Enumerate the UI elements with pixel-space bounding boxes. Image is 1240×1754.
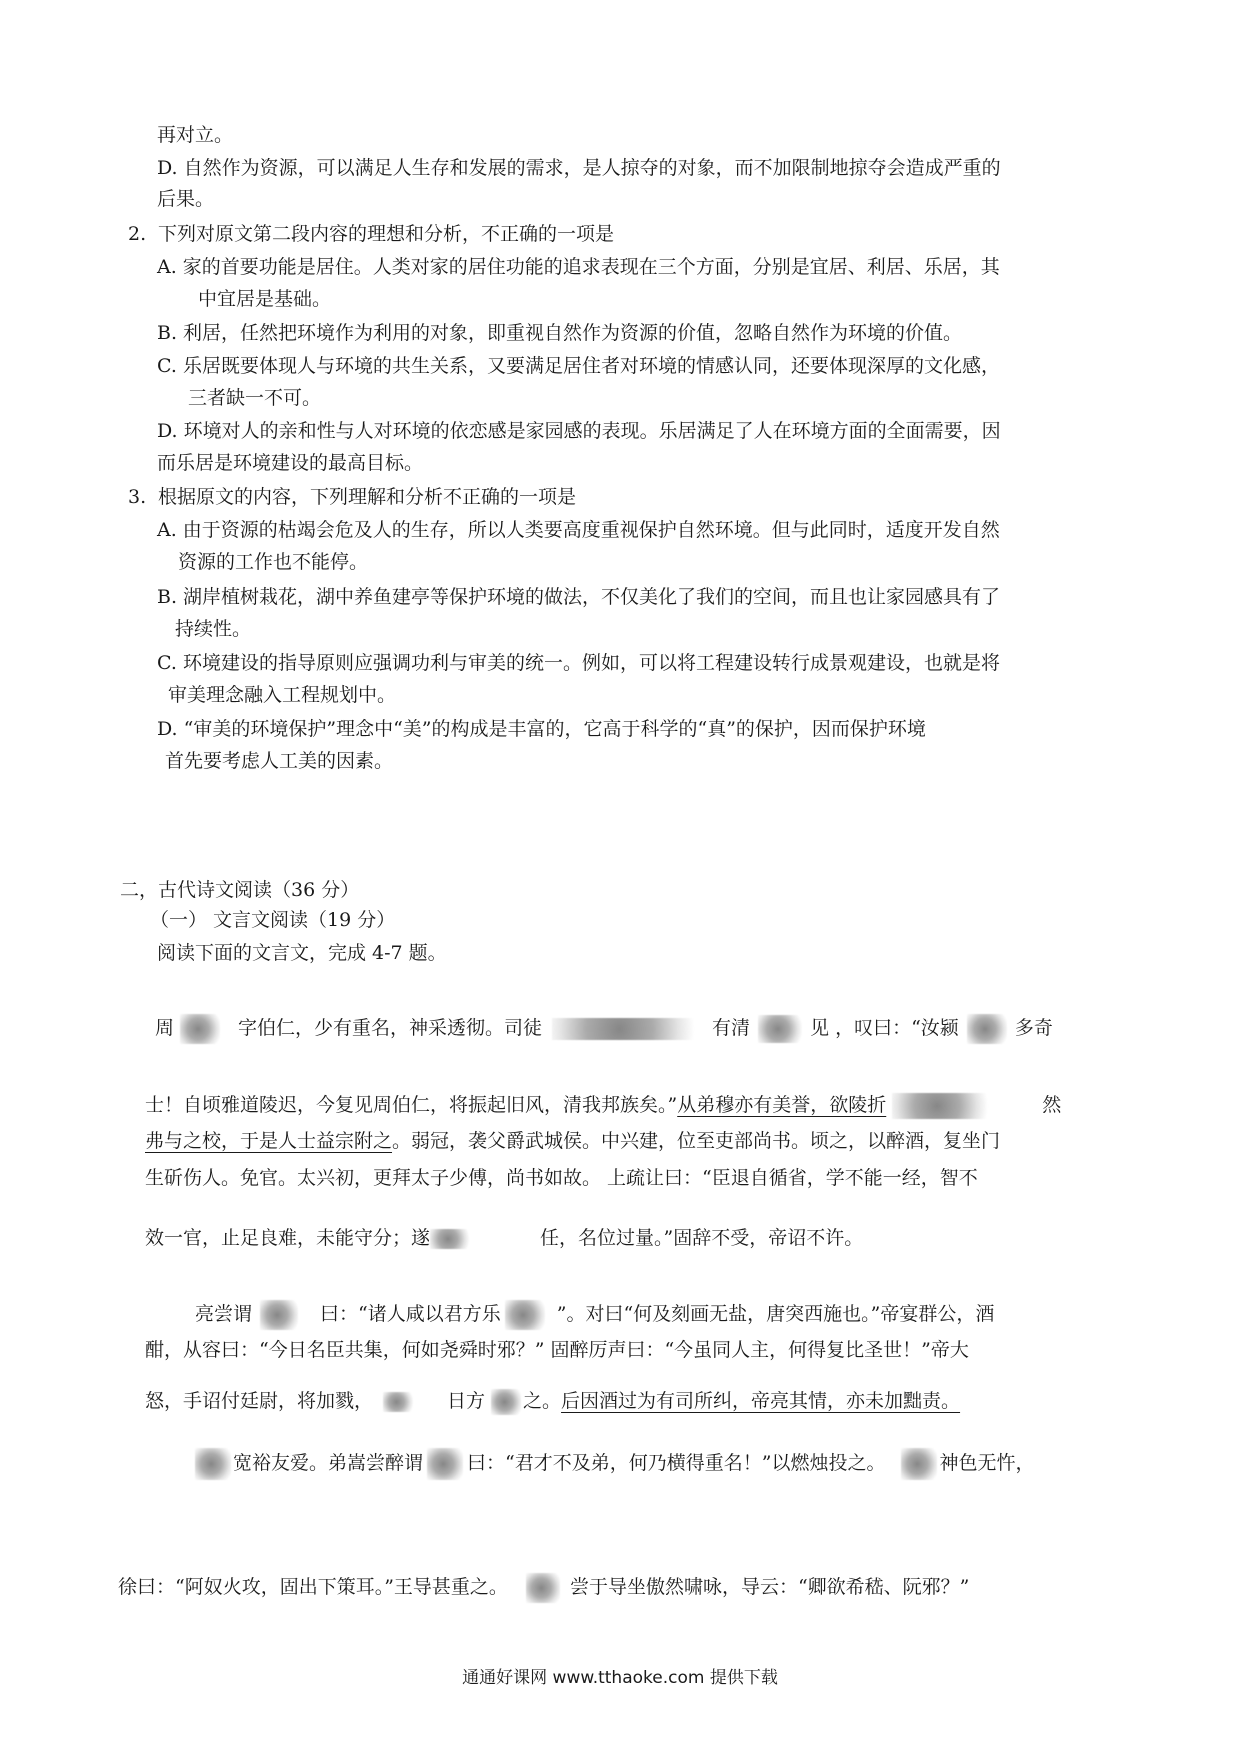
garbled-character-image	[967, 1014, 1007, 1044]
garbled-character-image	[260, 1300, 298, 1330]
garbled-character-image	[195, 1448, 231, 1480]
q1-option-c-tail: 再对立。	[157, 124, 234, 146]
garbled-character-image	[383, 1392, 413, 1412]
garbled-character-image	[505, 1300, 545, 1330]
section-heading: 二，古代诗文阅读（36 分）	[120, 879, 360, 901]
passage-text: 之。	[523, 1390, 562, 1412]
passage-line-8	[145, 1388, 960, 1415]
q1-option-d-line2: 后果。	[157, 188, 215, 210]
garbled-character-image	[552, 1018, 702, 1040]
passage-text: 多奇	[1014, 1017, 1053, 1039]
passage-line-4: 生斫伤人。免官。太兴初，更拜太子少傅，尚书如故。 上疏让曰：“臣退自循省，学不能一经，智不	[145, 1167, 978, 1189]
passage-line-10	[118, 1573, 969, 1603]
q2-option-d-line2: 而乐居是环境建设的最高目标。	[157, 452, 424, 474]
passage-text: 曰：“君才不及弟，何乃横得重名！”以燃烛投之。	[467, 1452, 886, 1474]
passage-text: 效一官，止足良难，未能守分；遂	[145, 1227, 431, 1249]
passage-text: 亮尝谓	[195, 1303, 253, 1325]
subsection-heading: （一） 文言文阅读（19 分）	[150, 909, 396, 931]
q3-option-c-line1: C. 环境建设的指导原则应强调功利与审美的统一。例如，可以将工程建设转行成景观建设，也就是将	[157, 652, 1000, 674]
passage-text: 见 ，叹曰：“汝颍	[810, 1017, 959, 1039]
q2-option-d-line1: D. 环境对人的亲和性与人对环境的依恋感是家园感的表现。乐居满足了人在环境方面的全面需要，因	[157, 420, 1001, 442]
garbled-character-image	[526, 1573, 560, 1603]
underlined-sentence: 弗与之校，于是人士益宗附之	[145, 1130, 393, 1152]
q2-option-a-line1: A. 家的首要功能是居住。人类对家的居住功能的追求表现在三个方面，分别是宜居、利居、乐居，其	[157, 256, 1000, 278]
passage-text: 然	[1042, 1094, 1062, 1116]
passage-text: 士！自顷雅道陵迟，今复见周伯仁，将振起旧风，清我邦族矣。”	[145, 1094, 678, 1116]
passage-line-5	[145, 1225, 863, 1251]
q3-option-d-line1: D. “审美的环境保护”理念中“美”的构成是丰富的，它高于科学的“真”的保护，因而保护环境	[157, 718, 926, 740]
garbled-character-image	[491, 1389, 521, 1415]
passage-text: 尝于导坐傲然啸咏，导云：“卿欲希嵇、阮邪？”	[569, 1576, 970, 1598]
q2-stem-line	[128, 221, 614, 247]
q3-number: 3.	[128, 486, 147, 508]
q1-option-d-line1: D. 自然作为资源，可以满足人生存和发展的需求，是人掠夺的对象，而不加限制地掠夺会造成严重的	[157, 157, 1001, 179]
q3-stem-line	[128, 484, 576, 510]
garbled-character-image	[430, 1229, 470, 1249]
passage-line-9	[195, 1448, 1034, 1480]
passage-text: ”。对曰“何及刻画无盐，唐突西施也。”帝宴群公，酒	[556, 1303, 995, 1325]
garbled-character-image	[427, 1448, 463, 1480]
q3-option-a-line1: A. 由于资源的枯竭会危及人的生存，所以人类要高度重视保护自然环境。但与此同时，适度开发自然	[157, 519, 1000, 541]
passage-text: 徐曰：“阿奴火攻，固出下策耳。”王导甚重之。	[118, 1576, 508, 1598]
q2-number: 2.	[128, 223, 147, 245]
q3-option-b-line2: 持续性。	[175, 618, 252, 640]
passage-line-3	[145, 1128, 1000, 1154]
q2-option-c-line1: C. 乐居既要体现人与环境的共生关系，又要满足居住者对环境的情感认同，还要体现深厚的文化感，	[157, 355, 1000, 377]
passage-text: 任，名位过量。”固辞不受，帝诏不许。	[540, 1227, 864, 1249]
q3-option-b-line1: B. 湖岸植树栽花，湖中养鱼建亭等保护环境的做法，不仅美化了我们的空间，而且也让家园感具有了	[157, 586, 1001, 608]
underlined-sentence: 从弟穆亦有美誉，欲陵折	[677, 1094, 887, 1116]
q2-stem: 下列对原文第二段内容的理想和分析，不正确的一项是	[158, 223, 615, 245]
passage-text: 怒，手诏付廷尉，将加戮，	[145, 1390, 374, 1412]
reading-instruction: 阅读下面的文言文，完成 4-7 题。	[157, 942, 447, 964]
garbled-character-image	[180, 1014, 220, 1044]
passage-text: 。弱冠，袭父爵武城侯。中兴建，位至吏部尚书。顷之，以醉酒，复坐门	[392, 1130, 1001, 1152]
garbled-character-image	[892, 1093, 992, 1119]
passage-text: 神色无忤，	[939, 1452, 1035, 1474]
q3-stem: 根据原文的内容，下列理解和分析不正确的一项是	[158, 486, 577, 508]
passage-text: 有清	[712, 1017, 751, 1039]
q2-option-a-line2: 中宜居是基础。	[198, 288, 332, 310]
passage-text: 宽裕友爱。弟嵩尝醉谓	[233, 1452, 424, 1474]
garbled-character-image	[758, 1015, 802, 1043]
underlined-sentence: 后因酒过为有司所纠，帝亮其情，亦未加黜责。	[561, 1390, 961, 1412]
passage-line-1	[155, 1014, 1053, 1044]
passage-text: 曰：“诸人咸以君方乐	[320, 1303, 501, 1325]
passage-text: 字伯仁，少有重名，神采透彻。司徒	[238, 1017, 543, 1039]
passage-text: 日方	[447, 1390, 486, 1412]
q2-option-c-line2: 三者缺一不可。	[188, 387, 322, 409]
passage-line-2	[145, 1092, 1061, 1119]
passage-line-7: 酣，从容曰：“今日名臣共集，何如尧舜时邪？” 固醉厉声曰：“今虽同人主，何得复比圣世！”帝大	[145, 1339, 969, 1361]
footer-source: 通通好课网 www.tthaoke.com 提供下载	[462, 1668, 778, 1688]
q3-option-c-line2: 审美理念融入工程规划中。	[168, 684, 397, 706]
q3-option-d-line2: 首先要考虑人工美的因素。	[165, 750, 394, 772]
passage-line-6	[195, 1300, 994, 1330]
passage-text: 周	[155, 1017, 175, 1039]
garbled-character-image	[901, 1448, 937, 1480]
q3-option-a-line2: 资源的工作也不能停。	[178, 551, 369, 573]
q2-option-b: B. 利居，任然把环境作为利用的对象，即重视自然作为资源的价值，忽略自然作为环境的价值。	[157, 322, 963, 344]
